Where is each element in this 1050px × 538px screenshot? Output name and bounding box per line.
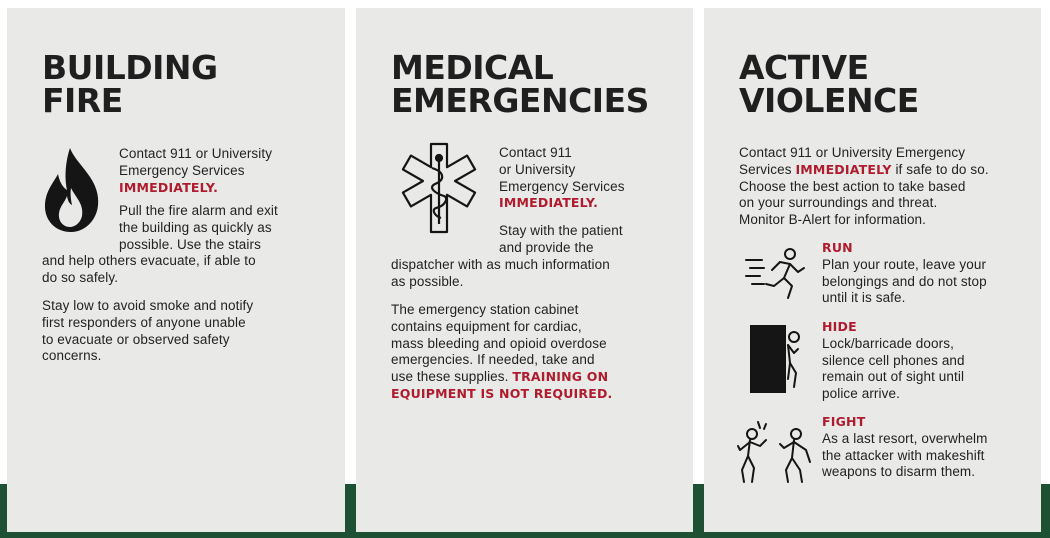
text-line: first responders of anyone unable — [42, 314, 246, 330]
medical-stay-text-b — [391, 257, 610, 291]
fire-alarm-text-b — [42, 253, 256, 287]
text-line: Services — [739, 161, 792, 177]
running-person-icon — [744, 246, 808, 304]
active-violence-panel — [704, 8, 1041, 532]
text-line: on your surroundings and threat. — [739, 195, 938, 211]
text-line: Lock/barricade doors, — [822, 335, 954, 351]
immediately-emphasis: IMMEDIATELY — [795, 161, 892, 177]
immediately-emphasis: IMMEDIATELY. — [499, 195, 599, 211]
text-line: silence cell phones and — [822, 352, 965, 368]
building-fire-panel — [7, 8, 345, 532]
text-line: Contact 911 or University Emergency — [739, 145, 966, 160]
fire-alarm-text-a — [119, 203, 278, 253]
text-line: Contact 911 — [499, 145, 572, 160]
medical-cabinet-text — [391, 302, 613, 403]
text-line: The emergency station cabinet — [391, 302, 579, 317]
text-line: weapons to disarm them. — [822, 464, 976, 480]
text-line: mass bleeding and opioid overdose — [391, 335, 607, 351]
building-fire-title — [42, 48, 218, 120]
fire-contact-text — [119, 146, 272, 196]
hide-label: HIDE — [822, 319, 857, 334]
text-line: contains equipment for cardiac, — [391, 318, 582, 334]
text-line: and provide the — [499, 239, 594, 255]
fight-label: FIGHT — [822, 414, 866, 429]
text-line: dispatcher with as much information — [391, 257, 610, 272]
text-line: do so safely. — [42, 269, 119, 285]
text-line: Stay low to avoid smoke and notify — [42, 298, 254, 313]
text-line: as possible. — [391, 273, 464, 289]
title-line: BUILDING — [42, 48, 218, 87]
fight-text — [822, 414, 988, 481]
text-line: the attacker with makeshift — [822, 447, 985, 463]
text-line: belongings and do not stop — [822, 273, 987, 289]
title-line: MEDICAL — [391, 48, 554, 87]
text-line: Emergency Services — [499, 178, 625, 194]
text-line: Pull the fire alarm and exit — [119, 203, 278, 218]
text-line: Stay with the patient — [499, 223, 623, 238]
title-line: ACTIVE — [739, 48, 869, 87]
flame-icon — [40, 146, 104, 234]
star-of-life-icon — [392, 139, 486, 237]
hide-text — [822, 319, 965, 403]
text-line: Emergency Services — [119, 162, 245, 178]
text-line: emergencies. If needed, take and — [391, 352, 595, 368]
violence-intro-text — [739, 145, 989, 229]
text-line: Monitor B-Alert for information. — [739, 212, 927, 228]
text-line: police arrive. — [822, 386, 900, 402]
training-emphasis: EQUIPMENT IS NOT REQUIRED. — [391, 385, 613, 401]
title-line: FIRE — [42, 81, 123, 120]
text-line: concerns. — [42, 348, 102, 364]
text-line: until it is safe. — [822, 290, 906, 306]
text-line: As a last resort, overwhelm — [822, 430, 988, 446]
text-line: remain out of sight until — [822, 369, 965, 385]
text-line: or University — [499, 161, 576, 177]
text-line: Plan your route, leave your — [822, 256, 987, 272]
fire-stay-low-text — [42, 298, 253, 365]
medical-stay-text-a — [499, 223, 623, 257]
text-line: if safe to do so. — [895, 161, 989, 177]
text-line: to evacuate or observed safety — [42, 331, 230, 347]
run-text — [822, 240, 987, 307]
text-line: Choose the best action to take based — [739, 178, 966, 194]
run-label: RUN — [822, 240, 853, 255]
medical-contact-text — [499, 145, 625, 212]
hiding-person-icon — [748, 323, 806, 395]
immediately-emphasis: IMMEDIATELY. — [119, 179, 219, 195]
text-line: possible. Use the stairs — [119, 236, 261, 252]
title-line: EMERGENCIES — [391, 81, 649, 120]
training-emphasis: TRAINING ON — [512, 369, 609, 385]
active-violence-title — [739, 48, 919, 120]
medical-emergencies-panel — [356, 8, 693, 532]
fighting-people-icon — [736, 420, 816, 486]
text-line: the building as quickly as — [119, 219, 272, 235]
title-line: VIOLENCE — [739, 81, 919, 120]
medical-emergencies-title — [391, 48, 649, 120]
text-line: use these supplies. — [391, 369, 509, 385]
text-line: Contact 911 or University — [119, 146, 273, 161]
text-line: and help others evacuate, if able to — [42, 253, 256, 268]
